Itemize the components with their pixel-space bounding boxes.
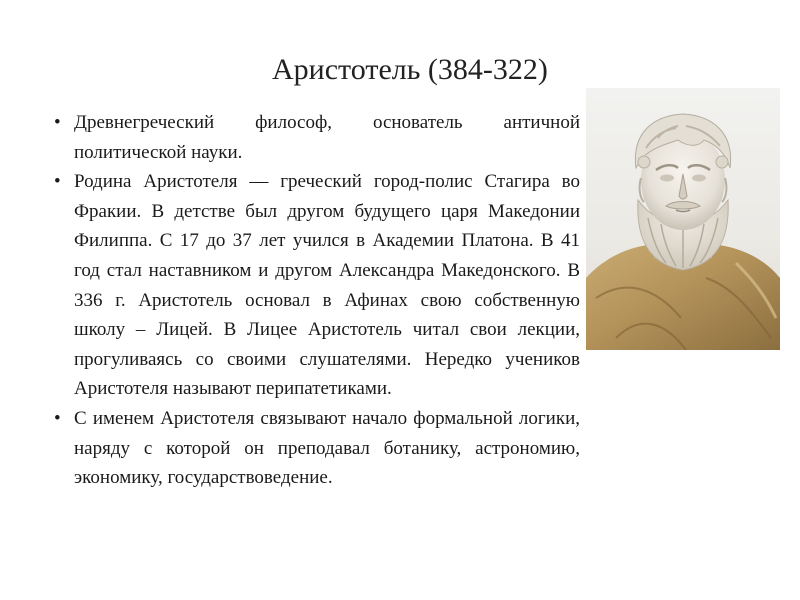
bullet-text: Древнегреческий философ, основатель античной политической науки. [74, 112, 580, 163]
bullet-text: С именем Аристотеля связывают начало формальной логики, наряду с которой он преподавал ботанику, астрономию, экономику, государствоведение. [74, 407, 580, 489]
bullet-list [52, 108, 580, 493]
aristotle-bust-image [586, 88, 780, 350]
bullet-item [52, 167, 580, 404]
bullet-item [52, 404, 580, 493]
bullet-icon: • [54, 171, 61, 193]
bullet-text: Родина Аристотеля — греческий город-полис Стагира во Фракии. В детстве был другом будущего царя Македонии Филиппа. С 17 до 37 лет учился в Академии Платона. В 41 год стал наставником и другом Александра Македонского. В 336 г. Аристотель основал в Афинах свою собственную школу – Лицей. В Лицее Аристотель читал свои лекции, прогуливаясь со своими слушателями. Нередко учеников Аристотеля называют перипатетиками. [74, 171, 580, 400]
bullet-item [52, 108, 580, 167]
bullet-icon: • [54, 407, 61, 429]
slide-title: Аристотель (384-322) [272, 53, 548, 86]
bullet-icon: • [54, 112, 61, 133]
bust-illustration [586, 88, 780, 350]
